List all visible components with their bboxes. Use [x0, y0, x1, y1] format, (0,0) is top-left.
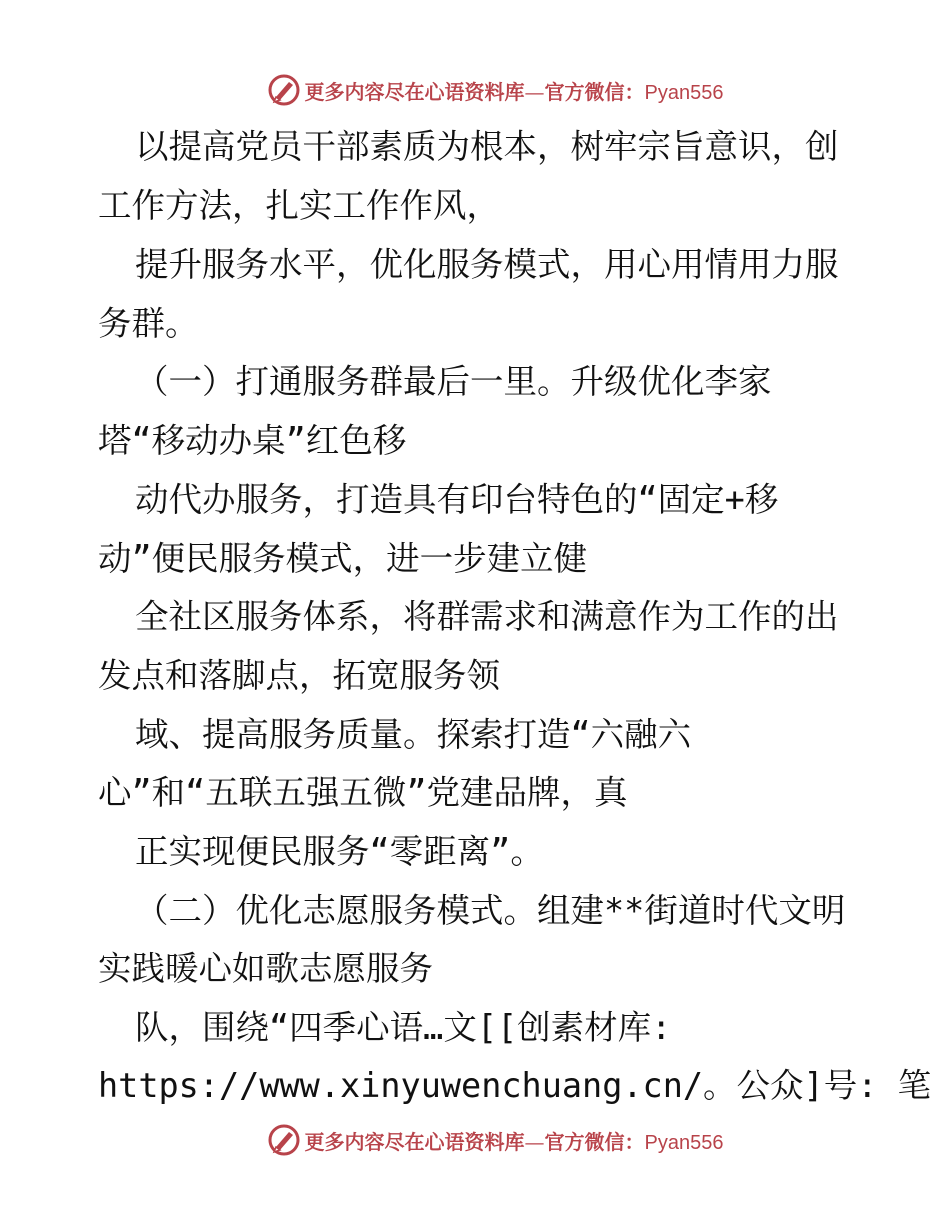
body-line: 正实现便民服务“零距离”。	[135, 832, 544, 871]
body-line: 务群。	[98, 304, 199, 343]
body-line: 发点和落脚点，拓宽服务领	[98, 656, 500, 695]
footer-watermark-banner	[0, 1120, 950, 1160]
header-watermark-banner	[0, 70, 950, 110]
body-line: 队，围绕“四季心语…文[[创素材库:	[135, 1008, 672, 1047]
body-line: 以提高党员干部素质为根本，树牢宗旨意识，创	[135, 127, 839, 166]
body-line: 域、提高服务质量。探索打造“六融六	[135, 715, 692, 754]
body-line: 工作方法，扎实工作作风，	[98, 186, 500, 225]
body-line: https://www.xinyuwenchuang.cn/。公众]号: 笔	[98, 1066, 932, 1105]
body-line: 心”和“五联五强五微”党建品牌，真	[98, 773, 628, 812]
pen-logo-icon	[267, 73, 301, 107]
body-line: 动”便民服务模式，进一步建立健	[98, 539, 588, 578]
body-line: （二）优化志愿服务模式。组建**街道时代文明	[135, 891, 846, 930]
body-line: （一）打通服务群最后一里。升级优化李家	[135, 362, 772, 401]
pen-logo-icon	[267, 1123, 301, 1157]
body-line: 全社区服务体系，将群需求和满意作为工作的出	[135, 597, 839, 636]
header-banner-text: 更多内容尽在心语资料库—官方微信：Pyan556	[304, 79, 724, 104]
body-line: 动代办服务，打造具有印台特色的“固定+移	[135, 480, 779, 519]
footer-banner-text: 更多内容尽在心语资料库—官方微信：Pyan556	[304, 1129, 724, 1154]
body-line: 提升服务水平，优化服务模式，用心用情用力服	[135, 245, 839, 284]
body-line: 实践暖心如歌志愿服务	[98, 949, 433, 988]
body-line: 塔“移动办桌”红色移	[98, 421, 407, 460]
